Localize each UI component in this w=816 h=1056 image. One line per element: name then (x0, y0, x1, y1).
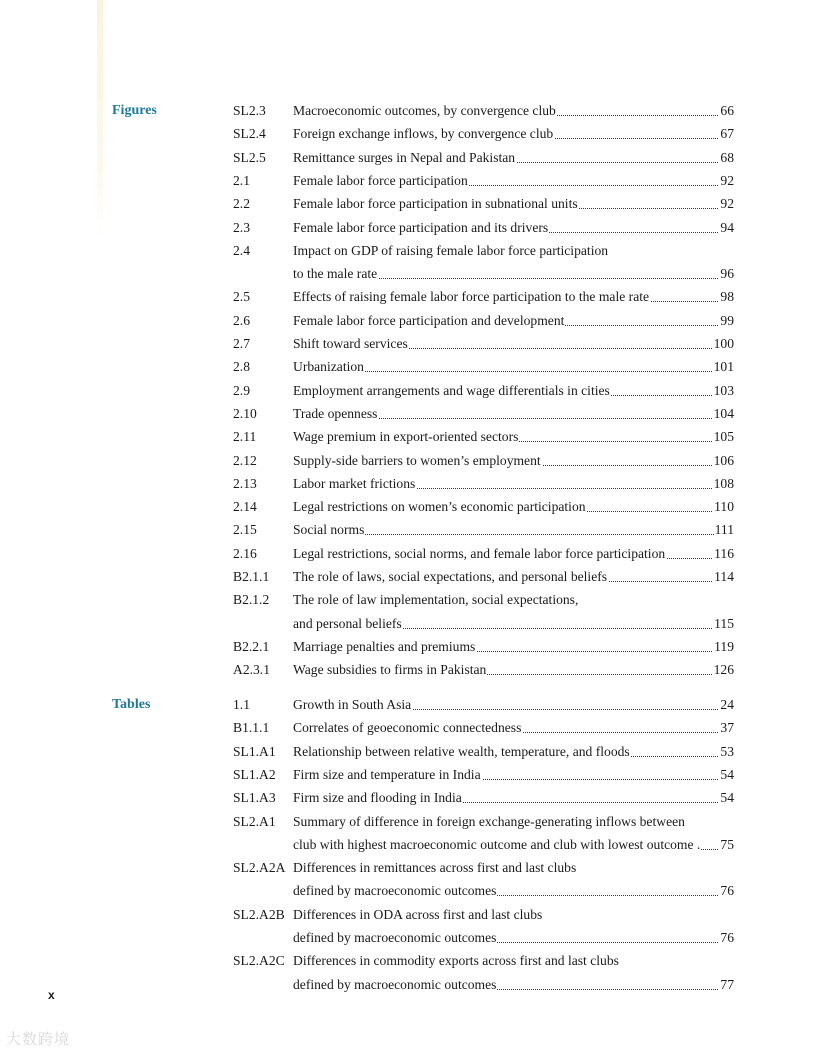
entry-title: Wage premium in export-oriented sectors (293, 425, 519, 448)
entry-title: Differences in commodity exports across first and last clubs (293, 949, 620, 972)
entry-line (293, 903, 734, 926)
entry-line (293, 239, 734, 262)
entry-title: Growth in South Asia (293, 693, 412, 716)
entry-number: SL2.5 (233, 149, 266, 165)
entry-page-number: 111 (714, 518, 734, 541)
entry-title: Relationship between relative wealth, temperature, and floods (293, 740, 631, 763)
entry-number: 2.9 (233, 382, 250, 398)
binding-shadow (97, 0, 103, 240)
entry-line (293, 612, 734, 635)
entry-page-number: 98 (719, 285, 734, 308)
entry-page-number: 24 (719, 693, 734, 716)
watermark: 大数跨境 (6, 1030, 71, 1048)
entry-line (293, 449, 734, 472)
entry-line (293, 693, 734, 716)
entry-title: Supply-side barriers to women’s employment (293, 449, 542, 472)
entry-title: Female labor force participation in subnational units (293, 192, 579, 215)
entry-page-number: 108 (713, 472, 734, 495)
figures-heading: Figures (112, 103, 157, 118)
entry-page-number: 103 (713, 379, 734, 402)
entry-page-number: 54 (719, 763, 734, 786)
entry-number: B1.1.1 (233, 720, 270, 736)
entry-page-number: 68 (719, 146, 734, 169)
entry-page-number: 66 (719, 99, 734, 122)
entry-title: Social norms (293, 518, 365, 541)
entry-number: 2.11 (233, 429, 257, 445)
entry-title: Effects of raising female labor force participation to the male rate (293, 285, 650, 308)
entry-number: SL2.3 (233, 103, 266, 118)
entry-line (293, 122, 734, 145)
entry-page-number: 53 (719, 740, 734, 763)
entry-line (293, 973, 734, 996)
entry-title: Labor market frictions (293, 472, 416, 495)
entry-number: 2.3 (233, 219, 250, 235)
entry-title: Remittance surges in Nepal and Pakistan (293, 146, 516, 169)
entry-line (293, 379, 734, 402)
entry-title: The role of law implementation, social expectations, (293, 588, 579, 611)
entry-page-number: 96 (719, 262, 734, 285)
entry-line (293, 99, 734, 122)
entry-page-number: 92 (719, 169, 734, 192)
entry-line (293, 402, 734, 425)
entry-line (293, 495, 734, 518)
entry-title: Summary of difference in foreign exchange-generating inflows between (293, 810, 686, 833)
entry-number: SL2.4 (233, 126, 266, 142)
entry-line (293, 716, 734, 739)
entry-title: Legal restrictions on women’s economic participation (293, 495, 587, 518)
entry-line (293, 285, 734, 308)
entry-page-number: 54 (719, 786, 734, 809)
entry-title: Impact on GDP of raising female labor force participation (293, 239, 609, 262)
entry-line (293, 763, 734, 786)
entry-number: 2.5 (233, 289, 250, 305)
entry-number: 2.7 (233, 336, 250, 351)
entry-title: defined by macroeconomic outcomes (293, 926, 497, 949)
entry-number: 2.10 (233, 405, 257, 421)
entry-number: 2.6 (233, 312, 250, 328)
entry-number: B2.1.2 (233, 592, 270, 608)
entry-title: Marriage penalties and premiums (293, 635, 476, 658)
entry-title: Wage subsidies to firms in Pakistan (293, 658, 487, 681)
entry-line (293, 425, 734, 448)
entry-title: Firm size and temperature in India (293, 763, 482, 786)
entry-line (293, 565, 734, 588)
entry-line (293, 309, 734, 332)
entry-page-number: 77 (719, 973, 734, 996)
entry-line (293, 810, 734, 833)
entry-line (293, 856, 734, 879)
entry-line (293, 192, 734, 215)
entry-title: defined by macroeconomic outcomes (293, 879, 497, 902)
entry-page-number: 76 (719, 926, 734, 949)
entry-page-number: 114 (713, 565, 734, 588)
entry-title: The role of laws, social expectations, and personal beliefs (293, 565, 608, 588)
entry-line (293, 879, 734, 902)
entry-number: SL1.A3 (233, 790, 276, 806)
entry-page-number: 94 (719, 216, 734, 239)
entry-title: Legal restrictions, social norms, and female labor force participation (293, 542, 666, 565)
entry-title: Foreign exchange inflows, by convergence club (293, 122, 554, 145)
entry-number: 2.4 (233, 242, 250, 258)
entry-number: SL2.A2B (233, 906, 285, 922)
entry-number: 2.2 (233, 196, 250, 212)
entry-page-number: 110 (713, 495, 734, 518)
entry-number: SL2.A2A (233, 860, 286, 876)
entry-page-number: 67 (719, 122, 734, 145)
entry-number: 2.1 (233, 172, 250, 188)
entry-number: B2.2.1 (233, 638, 270, 654)
entry-title: defined by macroeconomic outcomes (293, 973, 497, 996)
entry-title: Macroeconomic outcomes, by convergence club (293, 99, 557, 122)
entry-line (293, 786, 734, 809)
entry-title: club with highest macroeconomic outcome and club with lowest outcome . (293, 833, 701, 856)
entry-line (293, 926, 734, 949)
page-number: x (48, 988, 55, 1002)
entry-line (293, 472, 734, 495)
entry-line (293, 332, 734, 355)
entry-line (293, 169, 734, 192)
entry-line (293, 658, 734, 681)
entry-line (293, 833, 734, 856)
entry-title: Shift toward services (293, 332, 409, 355)
entry-page-number: 92 (719, 192, 734, 215)
entry-line (293, 635, 734, 658)
entry-page-number: 105 (713, 425, 734, 448)
entry-title: Female labor force participation and its drivers (293, 216, 549, 239)
entry-title: Differences in remittances across first and last clubs (293, 856, 577, 879)
entry-number: 2.14 (233, 499, 257, 515)
entry-line (293, 216, 734, 239)
entry-page-number: 104 (713, 402, 734, 425)
entry-line (293, 518, 734, 541)
entry-line (293, 588, 734, 611)
entry-line (293, 355, 734, 378)
entry-number: 1.1 (233, 697, 250, 712)
entry-page-number: 119 (713, 635, 734, 658)
tables-heading: Tables (112, 697, 151, 712)
entry-number: 2.15 (233, 522, 257, 538)
entry-page-number: 75 (719, 833, 734, 856)
entry-title: and personal beliefs (293, 612, 403, 635)
entry-page-number: 116 (713, 542, 734, 565)
entry-page-number: 100 (713, 332, 734, 355)
entry-number: 2.12 (233, 452, 257, 468)
entry-page-number: 76 (719, 879, 734, 902)
entry-page-number: 101 (713, 355, 734, 378)
entry-number: SL2.A1 (233, 813, 276, 829)
entry-number: A2.3.1 (233, 662, 271, 678)
entry-page-number: 126 (713, 658, 734, 681)
entry-title: Firm size and flooding in India (293, 786, 463, 809)
entry-title: Female labor force participation (293, 169, 469, 192)
entry-number: SL1.A2 (233, 766, 276, 782)
entry-line (293, 740, 734, 763)
entry-title: Urbanization (293, 355, 365, 378)
entry-number: SL2.A2C (233, 953, 285, 969)
entry-title: Employment arrangements and wage differentials in cities (293, 379, 611, 402)
entry-number: B2.1.1 (233, 569, 270, 584)
entry-page-number: 115 (713, 612, 734, 635)
entry-title: Female labor force participation and development (293, 309, 565, 332)
entry-line (293, 146, 734, 169)
entry-number: SL1.A1 (233, 743, 276, 759)
entry-line (293, 262, 734, 285)
entry-title: to the male rate (293, 262, 378, 285)
entry-line (293, 949, 734, 972)
entry-number: 2.13 (233, 475, 257, 491)
entry-page-number: 106 (713, 449, 734, 472)
entry-number: 2.16 (233, 545, 257, 561)
entry-number: 2.8 (233, 359, 250, 375)
entry-page-number: 99 (719, 309, 734, 332)
entry-title: Differences in ODA across first and last clubs (293, 903, 543, 926)
entry-title: Trade openness (293, 402, 378, 425)
entry-line (293, 542, 734, 565)
entry-title: Correlates of geoeconomic connectedness (293, 716, 522, 739)
entry-page-number: 37 (719, 716, 734, 739)
